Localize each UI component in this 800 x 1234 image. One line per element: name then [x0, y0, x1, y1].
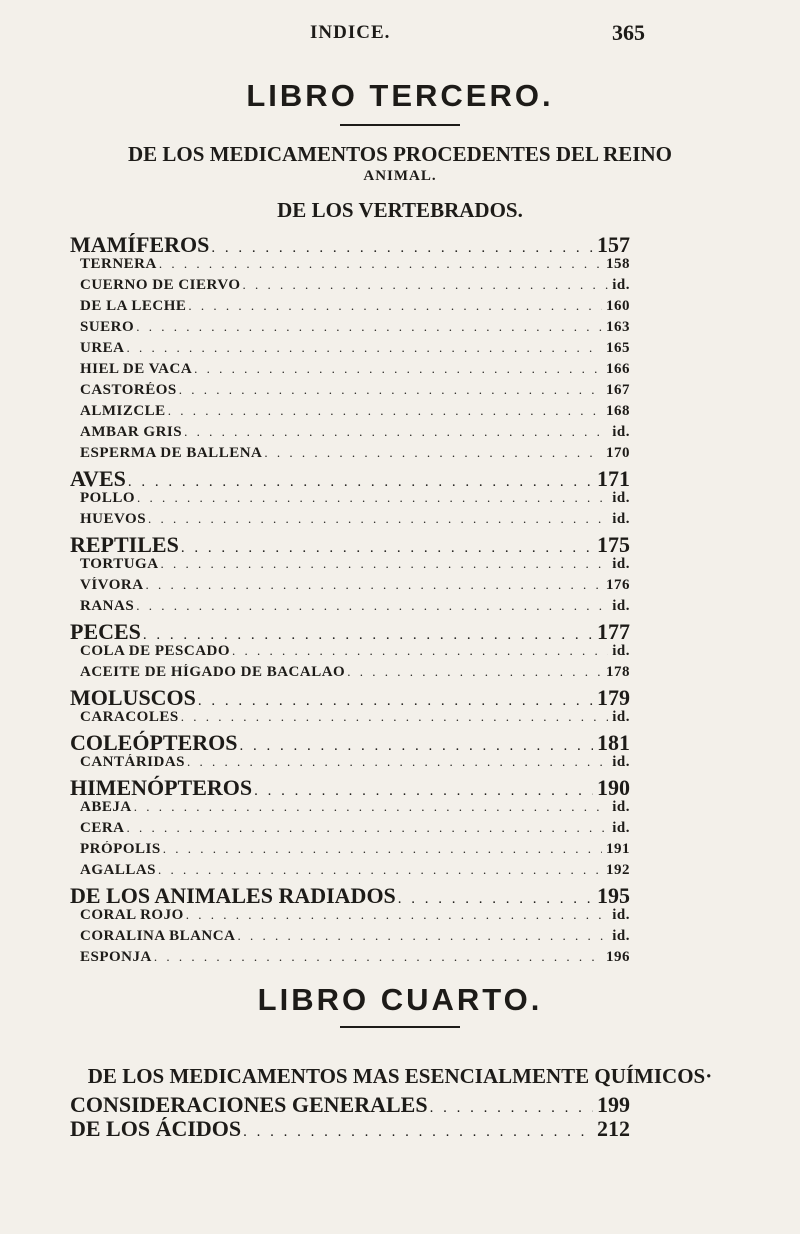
toc-entry: [70, 511, 630, 532]
toc-entry: [70, 340, 630, 361]
toc-entry-page: 190: [597, 775, 630, 799]
dot-leader: [163, 841, 602, 857]
toc-entry-page: id.: [612, 754, 630, 770]
dot-leader: [194, 361, 602, 377]
toc-entry-page: 191: [606, 841, 630, 857]
toc-entry-page: 199: [597, 1092, 630, 1116]
toc-entry: [70, 1116, 630, 1140]
toc-entry-label: ALMIZCLE: [80, 403, 166, 419]
dot-leader: [159, 256, 602, 272]
toc-entry: [70, 277, 630, 298]
dot-leader: [128, 474, 593, 490]
dot-leader: [188, 298, 602, 314]
toc-entry: [70, 685, 630, 709]
dot-leader: [158, 862, 602, 878]
toc-entry-page: 157: [597, 232, 630, 256]
toc-entry-page: id.: [612, 598, 630, 614]
toc-entry-page: 171: [597, 466, 630, 490]
dot-leader: [243, 277, 609, 293]
toc-entry-page: 181: [597, 730, 630, 754]
toc-entry: [70, 556, 630, 577]
title-rule: [340, 124, 460, 126]
toc-entry: [70, 256, 630, 277]
dot-leader: [347, 664, 602, 680]
toc-entry: [70, 754, 630, 775]
dot-leader: [430, 1100, 593, 1116]
toc-entry-page: 192: [606, 862, 630, 878]
toc-entry: [70, 466, 630, 490]
toc-entry-page: 177: [597, 619, 630, 643]
toc-entry-label: CERA: [80, 820, 125, 836]
toc-entry-label: MAMÍFEROS: [70, 232, 210, 256]
dot-leader: [187, 754, 608, 770]
toc-entry-page: 178: [606, 664, 630, 680]
toc-entry-label: CASTORÉOS: [80, 382, 177, 398]
toc-entry-label: DE LOS ÁCIDOS: [70, 1116, 242, 1140]
toc-entry: [70, 862, 630, 883]
book-title-cuarto: LIBRO CUARTO.: [257, 982, 543, 1017]
toc-entry: [70, 619, 630, 643]
toc-entry: [70, 1092, 630, 1116]
dot-leader: [211, 240, 593, 256]
dot-leader: [127, 340, 602, 356]
toc-entry-label: RANAS: [80, 598, 135, 614]
toc-entry-page: id.: [612, 643, 630, 659]
subsection-heading: DE LOS VERTEBRADOS.: [277, 198, 523, 222]
toc-entry-page: id.: [612, 277, 630, 293]
dot-leader: [134, 799, 609, 815]
toc-entry-page: 163: [606, 319, 630, 335]
dot-leader: [237, 928, 608, 944]
toc-entry: [70, 928, 630, 949]
dot-leader: [136, 598, 608, 614]
toc-entry-label: CARACOLES: [80, 709, 179, 725]
toc-entry-label: AVES: [70, 466, 126, 490]
toc-entry: [70, 403, 630, 424]
toc-entry-page: id.: [612, 928, 630, 944]
title-rule-cuarto: [340, 1026, 460, 1028]
toc-entry: [70, 643, 630, 664]
toc-entry: [70, 598, 630, 619]
toc-entry: [70, 319, 630, 340]
dot-leader: [143, 627, 593, 643]
dot-leader: [136, 319, 602, 335]
toc-entry-label: CONSIDERACIONES GENERALES: [70, 1092, 428, 1116]
toc-entry-label: MOLUSCOS: [70, 685, 196, 709]
toc-entry-page: id.: [612, 556, 630, 572]
dot-leader: [168, 403, 602, 419]
toc-entry-label: CORAL ROJO: [80, 907, 184, 923]
toc-entry-label: ESPERMA DE BALLENA: [80, 445, 263, 461]
toc-entry: [70, 382, 630, 403]
toc-entry-label: ACEITE DE HÍGADO DE BACALAO: [80, 664, 346, 680]
toc-entry-page: 176: [606, 577, 630, 593]
toc-entry-page: id.: [612, 511, 630, 527]
toc-entry-label: HUEVOS: [80, 511, 147, 527]
toc-entry-page: id.: [612, 799, 630, 815]
dot-leader: [398, 891, 593, 907]
toc-entry-label: AGALLAS: [80, 862, 157, 878]
toc-entry-label: PRÓPOLIS: [80, 841, 161, 857]
toc-entry: [70, 949, 630, 970]
toc-entry-label: CUERNO DE CIERVO: [80, 277, 241, 293]
page-number: 365: [612, 20, 645, 45]
toc-entry: [70, 775, 630, 799]
toc-entry-page: 158: [606, 256, 630, 272]
toc-entry-label: SUERO: [80, 319, 135, 335]
toc-entry: [70, 577, 630, 598]
toc-entry: [70, 907, 630, 928]
toc-entry-page: 195: [597, 883, 630, 907]
toc-entry-page: id.: [612, 907, 630, 923]
toc-entry-label: POLLO: [80, 490, 136, 506]
dot-leader: [181, 540, 593, 556]
dot-leader: [148, 511, 608, 527]
dot-leader: [179, 382, 602, 398]
toc-entry-label: HIMENÓPTEROS: [70, 775, 253, 799]
toc-entry: [70, 709, 630, 730]
toc-entry: [70, 232, 630, 256]
toc-entry-page: id.: [612, 820, 630, 836]
section-heading-cont: ANIMAL.: [363, 168, 437, 184]
toc-entry-label: UREA: [80, 340, 125, 356]
toc-entry-label: HIEL DE VACA: [80, 361, 193, 377]
toc-entry-label: REPTILES: [70, 532, 179, 556]
dot-leader: [127, 820, 609, 836]
toc-entry-label: ABEJA: [80, 799, 132, 815]
dot-leader: [186, 907, 608, 923]
toc-entry-label: DE LA LECHE: [80, 298, 187, 314]
toc-entry-page: 166: [606, 361, 630, 377]
toc-list-book3: [70, 232, 630, 970]
toc-entry-label: AMBAR GRIS: [80, 424, 183, 440]
toc-entry: [70, 799, 630, 820]
dot-leader: [239, 738, 593, 754]
toc-entry-page: 212: [597, 1116, 630, 1140]
dot-leader: [181, 709, 609, 725]
dot-leader: [154, 949, 602, 965]
toc-entry-page: 167: [606, 382, 630, 398]
dot-leader: [184, 424, 608, 440]
toc-entry-label: ESPONJA: [80, 949, 152, 965]
toc-entry-page: id.: [612, 424, 630, 440]
toc-entry-page: id.: [612, 709, 630, 725]
toc-entry-page: 170: [606, 445, 630, 461]
toc-entry: [70, 298, 630, 319]
dot-leader: [254, 783, 593, 799]
toc-entry: [70, 664, 630, 685]
toc-entry: [70, 820, 630, 841]
toc-entry: [70, 361, 630, 382]
toc-list-book4: [70, 1092, 630, 1140]
dot-leader: [232, 643, 608, 659]
dot-leader: [146, 577, 602, 593]
toc-entry-label: CORALINA BLANCA: [80, 928, 236, 944]
toc-entry: [70, 445, 630, 466]
dot-leader: [198, 693, 593, 709]
toc-entry-label: TERNERA: [80, 256, 157, 272]
book-title-tercero: LIBRO TERCERO.: [246, 78, 554, 113]
toc-entry-page: 196: [606, 949, 630, 965]
toc-entry-label: VÍVORA: [80, 577, 144, 593]
toc-entry-page: 168: [606, 403, 630, 419]
toc-entry-label: CANTÁRIDAS: [80, 754, 186, 770]
dot-leader: [161, 556, 609, 572]
toc-entry-page: 165: [606, 340, 630, 356]
toc-entry: [70, 532, 630, 556]
toc-entry-label: COLA DE PESCADO: [80, 643, 231, 659]
toc-entry-page: id.: [612, 490, 630, 506]
section-heading-book4: DE LOS MEDICAMENTOS MAS ESENCIALMENTE QUÍMICOS·: [87, 1064, 713, 1088]
toc-entry: [70, 490, 630, 511]
toc-entry: [70, 424, 630, 445]
toc-entry: [70, 730, 630, 754]
toc-entry-label: COLEÓPTEROS: [70, 730, 238, 754]
toc-entry-page: 160: [606, 298, 630, 314]
section-heading: DE LOS MEDICAMENTOS PROCEDENTES DEL REINO: [128, 142, 672, 166]
dot-leader: [137, 490, 608, 506]
toc-entry-label: PECES: [70, 619, 141, 643]
running-title: INDICE.: [310, 22, 391, 43]
toc-entry-page: 175: [597, 532, 630, 556]
dot-leader: [264, 445, 602, 461]
toc-entry: [70, 883, 630, 907]
toc-entry-page: 179: [597, 685, 630, 709]
toc-entry-label: DE LOS ANIMALES RADIADOS: [70, 883, 396, 907]
toc-entry-label: TORTUGA: [80, 556, 159, 572]
toc-entry: [70, 841, 630, 862]
running-head: [0, 22, 800, 48]
dot-leader: [243, 1124, 593, 1140]
